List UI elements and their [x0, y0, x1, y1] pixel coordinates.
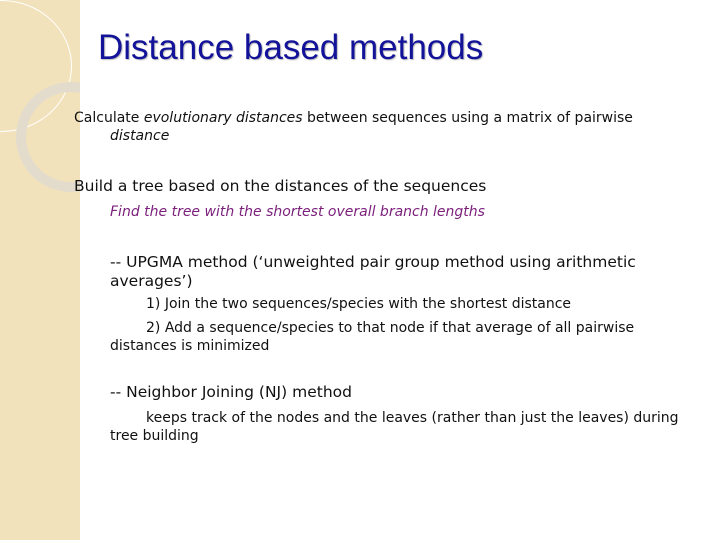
- step-1: 1) Join the two sequences/species with the shortest distance: [146, 296, 572, 312]
- upgma-line-2: averages’): [110, 272, 193, 290]
- find-line: Find the tree with the shortest overall branch lengths: [110, 204, 485, 220]
- step-2-cont: distances is minimized: [110, 338, 270, 354]
- text: Calculate: [74, 110, 144, 126]
- step-2: 2) Add a sequence/species to that node if that average of all pairwise: [146, 320, 635, 336]
- calculate-line: [74, 110, 633, 126]
- upgma-line: -- UPGMA method (‘unweighted pair group method using arithmetic: [110, 253, 636, 271]
- nj-desc: keeps track of the nodes and the leaves (rather than just the leaves) during: [146, 410, 679, 426]
- italic-text: distance: [110, 128, 170, 144]
- text: between sequences using a matrix of pairwise: [302, 110, 633, 126]
- nj-desc-cont: tree building: [110, 428, 199, 444]
- build-line: Build a tree based on the distances of the sequences: [74, 177, 487, 195]
- decorative-side-strip: [0, 0, 80, 540]
- italic-text: evolutionary distances: [143, 110, 303, 126]
- nj-line: -- Neighbor Joining (NJ) method: [110, 383, 352, 401]
- slide-title: Distance based methods: [98, 28, 484, 67]
